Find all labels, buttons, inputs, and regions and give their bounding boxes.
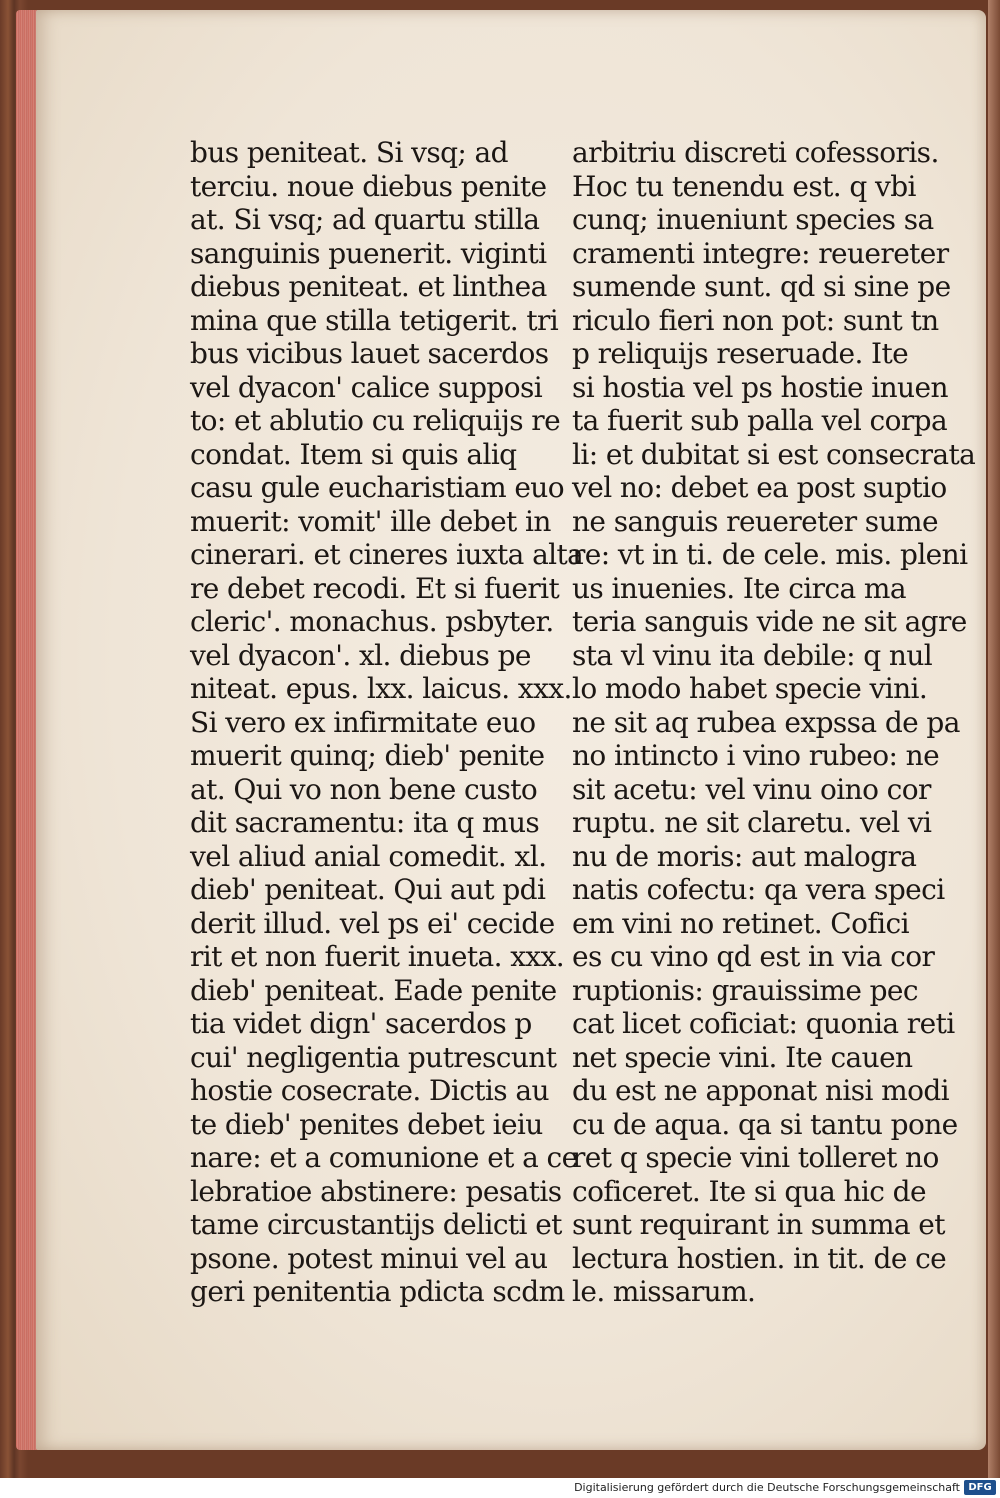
text-line: vel no: debet ea post suptio — [572, 471, 947, 504]
text-line: vel dyacon' calice supposi — [190, 370, 543, 404]
text-line: sumende sunt. qd si sine pe — [572, 270, 951, 303]
text-line: muerit: vomit' ille debet in — [190, 504, 551, 538]
text-line: sit acetu: vel vinu oino cor — [572, 772, 931, 806]
text-line: terciu. noue diebus penite — [190, 169, 547, 203]
text-line: riculo fieri non pot: sunt tn — [572, 303, 939, 337]
text-line: sunt requirant in summa et — [572, 1208, 945, 1241]
text-line: at. Si vsq; ad quartu stilla — [190, 203, 540, 236]
text-line: derit illud. vel ps ei' cecide — [190, 906, 555, 940]
text-line: coficeret. Ite si qua hic de — [572, 1174, 926, 1208]
text-line: Hoc tu tenendu est. q vbi — [572, 169, 916, 203]
funding-credit: Digitalisierung gefördert durch die Deutsche Forschungsgemeinschaft — [574, 1481, 960, 1494]
text-line: muerit quinq; dieb' penite — [190, 739, 545, 772]
text-line: cui' negligentia putrescunt — [190, 1040, 557, 1074]
text-line: nare: et a comunione et a ce — [190, 1141, 578, 1174]
text-line: niteat. epus. lxx. laicus. xxx. — [190, 672, 572, 705]
text-line: dieb' peniteat. Qui aut pdi — [190, 873, 546, 906]
text-line: re debet recodi. Et si fuerit — [190, 571, 560, 605]
text-line: mina que stilla tetigerit. tri — [190, 303, 559, 337]
text-line: ret q specie vini tolleret no — [572, 1141, 939, 1174]
footer-bar — [0, 1478, 1000, 1498]
text-line: sta vl vinu ita debile: q nul — [572, 638, 933, 672]
left-text-column — [190, 136, 584, 1309]
text-line: tame circustantijs delicti et — [190, 1208, 562, 1241]
text-line: le. missarum. — [572, 1275, 756, 1308]
text-line: vel aliud anial comedit. xl. — [190, 839, 547, 873]
text-line: psone. potest minui vel au — [190, 1241, 548, 1275]
text-line: p reliquijs reseruade. Ite — [572, 337, 909, 370]
text-line: Si vero ex infirmitate euo — [190, 705, 536, 739]
text-line: lectura hostien. in tit. de ce — [572, 1241, 947, 1275]
text-line: vel dyacon'. xl. diebus pe — [190, 638, 531, 672]
text-line: arbitriu discreti cofessoris. — [572, 136, 939, 169]
text-line: du est ne apponat nisi modi — [572, 1074, 950, 1107]
text-line: ne sit aq rubea expssa de pa — [572, 705, 960, 739]
text-line: cramenti integre: reuereter — [572, 236, 949, 270]
text-line: sanguinis puenerit. viginti — [190, 236, 547, 270]
text-line: at. Qui vo non bene custo — [190, 772, 538, 806]
text-line: condat. Item si quis aliq — [190, 437, 517, 471]
text-line: natis cofectu: qa vera speci — [572, 873, 945, 906]
text-line: dieb' peniteat. Eade penite — [190, 973, 557, 1007]
text-line: teria sanguis vide ne sit agre — [572, 605, 967, 638]
text-line: ruptu. ne sit claretu. vel vi — [572, 806, 932, 839]
text-line: cleric'. monachus. psbyter. — [190, 605, 554, 638]
text-line: re: vt in ti. de cele. mis. pleni — [572, 538, 968, 571]
text-line: ta fuerit sub palla vel corpa — [572, 404, 948, 437]
text-line: lebratioe abstinere: pesatis — [190, 1174, 562, 1208]
text-line: bus vicibus lauet sacerdos — [190, 337, 549, 370]
dfg-logo[interactable]: DFG — [964, 1480, 996, 1495]
text-line: dit sacramentu: ita q mus — [190, 806, 540, 839]
text-line: cinerari. et cineres iuxta alta — [190, 538, 584, 571]
text-line: si hostia vel ps hostie inuen — [572, 370, 948, 404]
text-line: ruptionis: grauissime pec — [572, 973, 918, 1007]
text-line: casu gule eucharistiam euo — [190, 471, 564, 504]
text-line: cunq; inueniunt species sa — [572, 203, 934, 236]
text-line: nu de moris: aut malogra — [572, 839, 917, 873]
text-line: ne sanguis reuereter sume — [572, 504, 938, 538]
text-line: net specie vini. Ite cauen — [572, 1040, 913, 1074]
right-text-column — [572, 136, 976, 1309]
text-line: hostie cosecrate. Dictis au — [190, 1074, 549, 1107]
text-line: diebus peniteat. et linthea — [190, 270, 547, 303]
text-line: es cu vino qd est in via cor — [572, 940, 935, 973]
text-line: cat licet coficiat: quonia reti — [572, 1007, 955, 1040]
text-line: no intincto i vino rubeo: ne — [572, 739, 940, 772]
text-line: em vini no retinet. Cofici — [572, 906, 909, 940]
text-line: to: et ablutio cu reliquijs re — [190, 404, 561, 437]
text-line: us inuenies. Ite circa ma — [572, 571, 906, 605]
text-line: li: et dubitat si est consecrata — [572, 437, 976, 471]
text-line: lo modo habet specie vini. — [572, 672, 928, 705]
text-line: tia videt dign' sacerdos p — [190, 1007, 532, 1040]
text-line: te dieb' penites debet ieiu — [190, 1107, 543, 1141]
text-line: rit et non fuerit inueta. xxx. — [190, 940, 565, 973]
text-line: bus peniteat. Si vsq; ad — [190, 136, 508, 169]
text-line: cu de aqua. qa si tantu pone — [572, 1107, 958, 1141]
text-line: geri penitentia pdicta scdm — [190, 1275, 565, 1308]
